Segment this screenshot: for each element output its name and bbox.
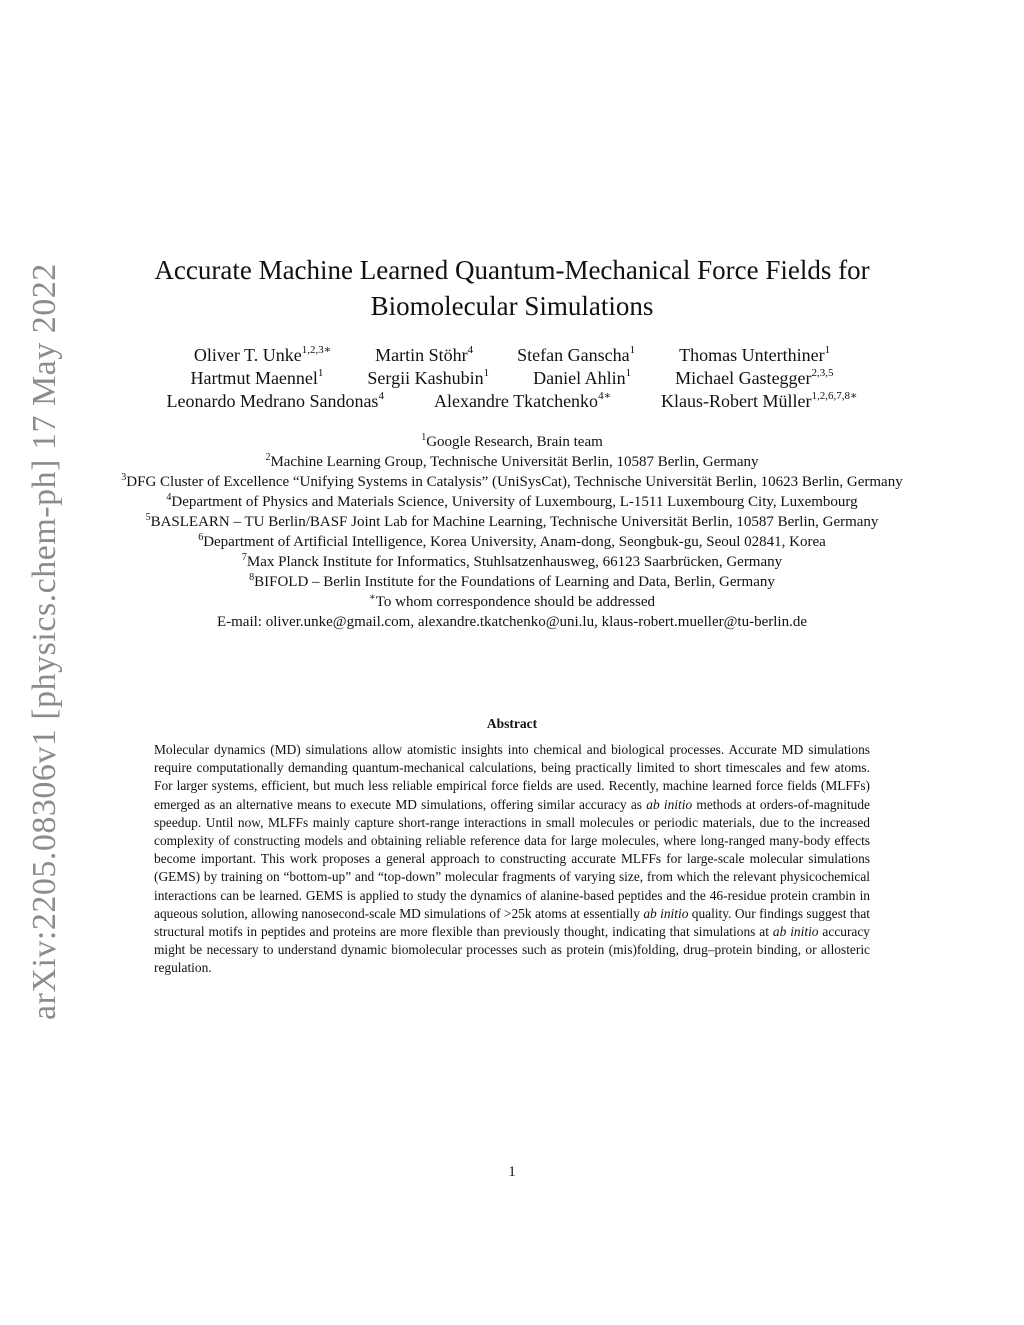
author: Hartmut Maennel$^1$ bbox=[190, 367, 324, 388]
author: Klaus-Robert Müller$^{1,2,6,7,8∗}$ bbox=[661, 390, 858, 411]
affiliation: $^8$BIFOLD – Berlin Institute for the Foundations of Learning and Data, Berlin, Germany bbox=[249, 572, 775, 590]
author: Thomas Unterthiner$^1$ bbox=[679, 344, 831, 365]
author: Stefan Ganscha$^1$ bbox=[517, 344, 636, 365]
page-number: 1 bbox=[508, 1164, 516, 1180]
paper-title bbox=[100, 252, 924, 324]
author: Martin Stöhr$^4$ bbox=[375, 344, 474, 365]
author: Michael Gastegger$^{2,3,5}$ bbox=[675, 367, 834, 388]
correspondence-note: ∗To whom correspondence should be addressed bbox=[368, 592, 656, 610]
affiliation: $^2$Machine Learning Group, Technische Universität Berlin, 10587 Berlin, Germany bbox=[265, 452, 759, 470]
author: Sergii Kashubin$^1$ bbox=[367, 367, 490, 388]
affiliation: $^4$Department of Physics and Materials Science, University of Luxembourg, L-1511 Luxembourg City, Luxembourg bbox=[166, 492, 858, 510]
affiliation: $^6$Department of Artificial Intelligence, Korea University, Anam-dong, Seongbuk-gu, Seoul 02841, Korea bbox=[198, 532, 826, 550]
abstract-heading: Abstract bbox=[486, 716, 538, 731]
author: Daniel Ahlin$^1$ bbox=[533, 367, 632, 388]
affiliation: $^3$DFG Cluster of Excellence “Unifying Systems in Catalysis” (UniSysCat), Technische Universität Berlin, 10623 Berlin, Germany bbox=[121, 472, 903, 490]
abstract-body: Molecular dynamics (MD) simulations allow atomistic insights into chemical and biological processes. Accurate MD simulations require computationally demanding quantum-mechanical calculations, being practically limited to short timescales and few atoms. For larger systems, efficient, but much less reliable empirical force fields are used. Recently, machine learned force fields (MLFFs) emerged as an alternative means to execute MD simulations, offering similar accuracy as ab initio methods at orders-of-magnitude speedup. Until now, MLFFs mainly capture short-range interactions in small molecules or periodic materials, due to the increased complexity of constructing models and obtaining reliable reference data for large molecules, where long-ranged many-body effects become important. This work proposes a general approach to constructing accurate MLFFs for large-scale molecular simulations (GEMS) by training on “bottom-up” and “top-down” molecular fragments of varying size, from which the relevant physicochemical interactions can be learned. GEMS is applied to study the dynamics of alanine-based peptides and the 46-residue protein crambin in aqueous solution, allowing nanosecond-scale MD simulations of >25k atoms at essentially ab initio quality. Our findings suggest that structural motifs in peptides and proteins are more flexible than previously thought, indicating that simulations at ab initio accuracy might be necessary to understand dynamic biomolecular processes such as protein (mis)folding, drug–protein binding, or allosteric regulation. bbox=[154, 742, 871, 976]
email-line: E-mail: oliver.unke@gmail.com, alexandre.tkatchenko@uni.lu, klaus-robert.mueller@tu-berlin.de bbox=[216, 614, 807, 630]
affiliation: $^1$Google Research, Brain team bbox=[421, 432, 603, 450]
affiliation: $^7$Max Planck Institute for Informatics, Stuhlsatzenhausweg, 66123 Saarbrücken, Germany bbox=[241, 552, 783, 570]
author: Leonardo Medrano Sandonas$^4$ bbox=[166, 390, 384, 411]
author-list bbox=[100, 344, 924, 413]
title-line-1: Accurate Machine Learned Quantum-Mechanical Force Fields for bbox=[154, 255, 870, 285]
author-row bbox=[100, 390, 924, 413]
affiliation-list bbox=[100, 432, 924, 632]
author-row bbox=[100, 344, 924, 367]
author: Oliver T. Unke$^{1,2,3∗}$ bbox=[193, 344, 332, 365]
affiliation: $^5$BASLEARN – TU Berlin/BASF Joint Lab for Machine Learning, Technische Universität Berlin, 10587 Berlin, Germany bbox=[145, 512, 879, 530]
arxiv-identifier-stamp: arXiv:2205.08306v1 [physics.chem-ph] 17 May 2022 bbox=[26, 263, 63, 1020]
author-row bbox=[100, 367, 924, 390]
author: Alexandre Tkatchenko$^{4∗}$ bbox=[433, 390, 612, 411]
title-line-2: Biomolecular Simulations bbox=[370, 291, 654, 321]
